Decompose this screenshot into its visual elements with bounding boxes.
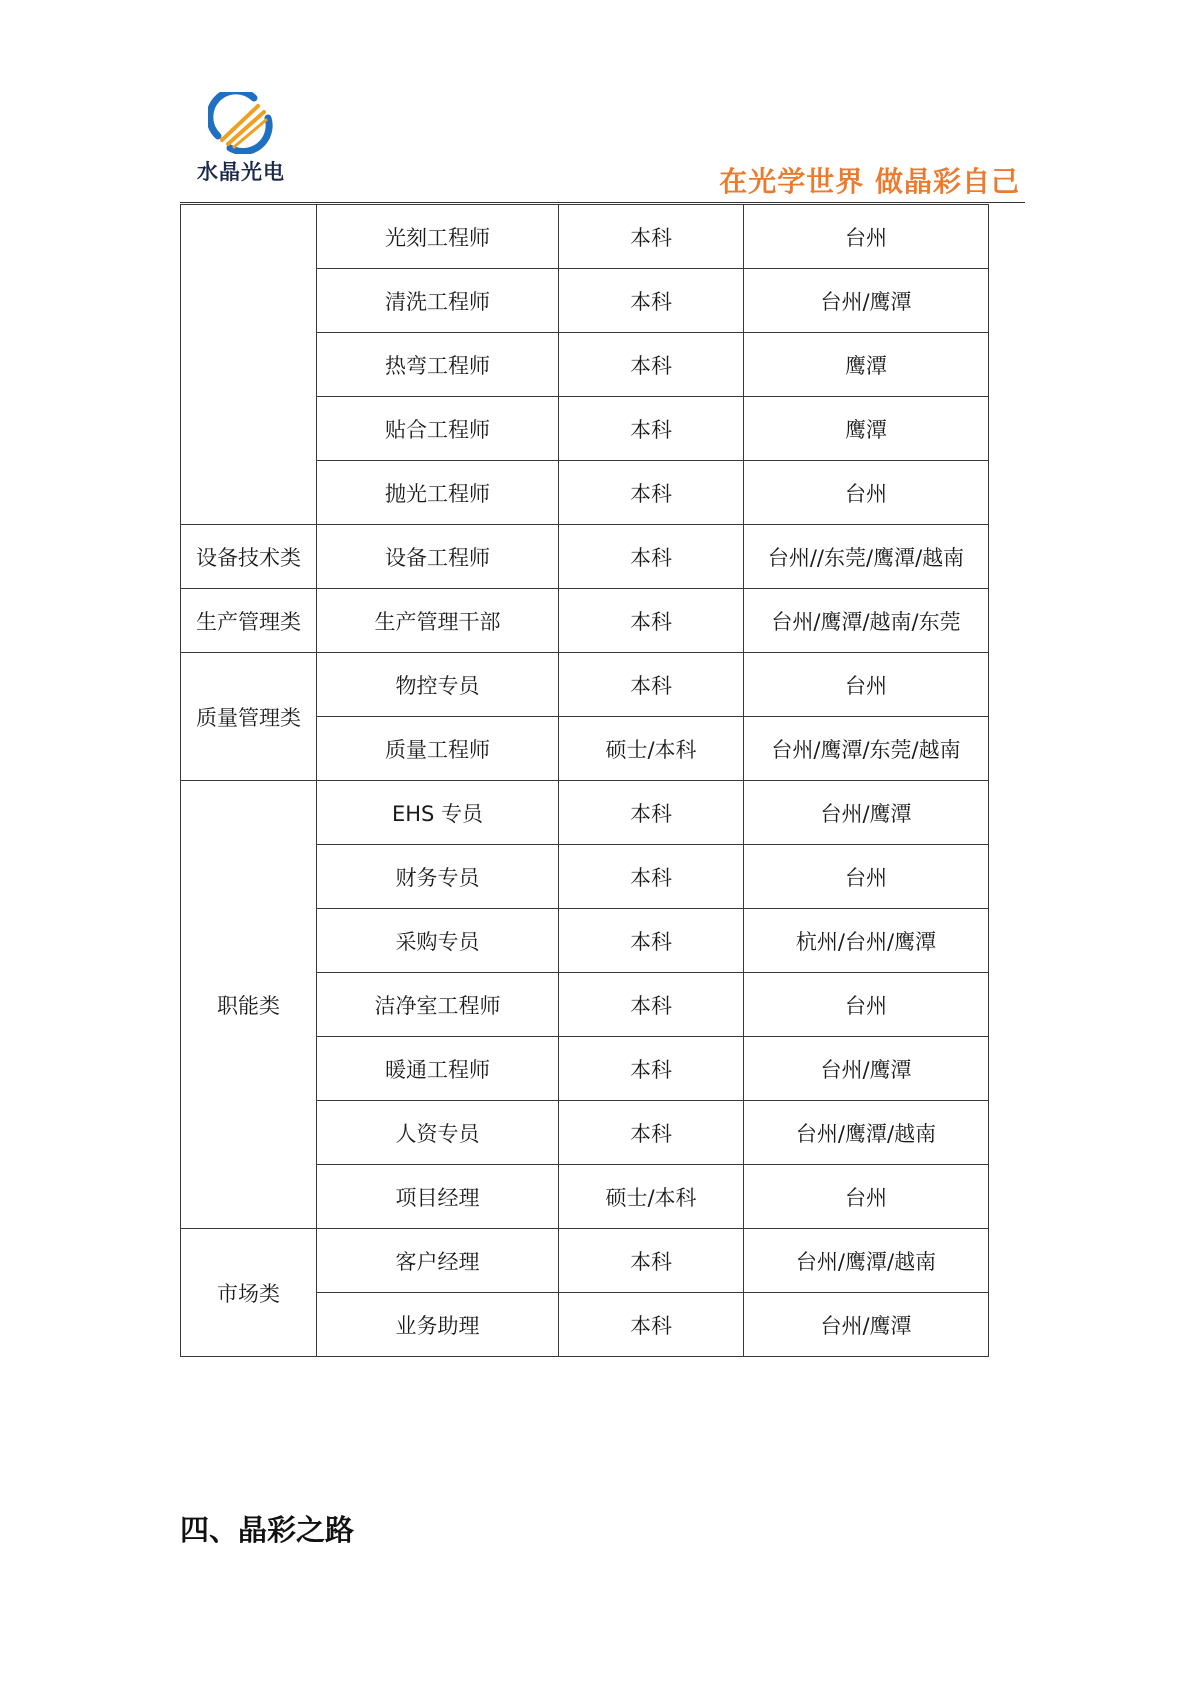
position-cell: 项目经理 [317,1165,559,1229]
position-cell: EHS 专员 [317,781,559,845]
location-cell: 台州/鹰潭/越南/东莞 [744,589,989,653]
education-cell: 本科 [559,525,744,589]
table-row [181,653,989,717]
category-cell: 生产管理类 [181,589,317,653]
location-cell: 杭州/台州/鹰潭 [744,909,989,973]
category-cell: 市场类 [181,1229,317,1357]
education-cell: 本科 [559,1229,744,1293]
education-cell: 本科 [559,781,744,845]
recruitment-table [180,204,989,1357]
table-row [181,781,989,845]
location-cell: 台州/鹰潭 [744,269,989,333]
education-cell: 硕士/本科 [559,1165,744,1229]
category-cell: 质量管理类 [181,653,317,781]
location-cell: 鹰潭 [744,397,989,461]
category-cell [181,205,317,525]
logo-emblem-icon [208,92,274,154]
education-cell: 本科 [559,461,744,525]
education-cell: 本科 [559,653,744,717]
position-cell: 财务专员 [317,845,559,909]
location-cell: 台州 [744,653,989,717]
education-cell: 本科 [559,397,744,461]
position-cell: 热弯工程师 [317,333,559,397]
location-cell: 台州/鹰潭/越南 [744,1229,989,1293]
table-row [181,205,989,269]
location-cell: 台州/鹰潭/越南 [744,1101,989,1165]
position-cell: 贴合工程师 [317,397,559,461]
position-cell: 采购专员 [317,909,559,973]
education-cell: 本科 [559,1293,744,1357]
location-cell: 台州/鹰潭/东莞/越南 [744,717,989,781]
position-cell: 光刻工程师 [317,205,559,269]
location-cell: 鹰潭 [744,333,989,397]
category-cell: 设备技术类 [181,525,317,589]
location-cell: 台州/鹰潭 [744,1037,989,1101]
location-cell: 台州 [744,973,989,1037]
location-cell: 台州//东莞/鹰潭/越南 [744,525,989,589]
table-row [181,589,989,653]
location-cell: 台州/鹰潭 [744,781,989,845]
position-cell: 业务助理 [317,1293,559,1357]
slogan: 在光学世界 做晶彩自己 [719,165,1020,198]
position-cell: 设备工程师 [317,525,559,589]
location-cell: 台州 [744,461,989,525]
location-cell: 台州 [744,205,989,269]
position-cell: 人资专员 [317,1101,559,1165]
category-cell: 职能类 [181,781,317,1229]
position-cell: 洁净室工程师 [317,973,559,1037]
position-cell: 客户经理 [317,1229,559,1293]
table-row [181,525,989,589]
logo-text: 水晶光电 [197,160,285,184]
position-cell: 抛光工程师 [317,461,559,525]
education-cell: 本科 [559,205,744,269]
education-cell: 硕士/本科 [559,717,744,781]
education-cell: 本科 [559,1101,744,1165]
table-row [181,1229,989,1293]
position-cell: 暖通工程师 [317,1037,559,1101]
position-cell: 质量工程师 [317,717,559,781]
position-cell: 生产管理干部 [317,589,559,653]
company-logo [186,92,296,187]
education-cell: 本科 [559,589,744,653]
position-cell: 清洗工程师 [317,269,559,333]
location-cell: 台州 [744,845,989,909]
education-cell: 本科 [559,333,744,397]
position-cell: 物控专员 [317,653,559,717]
education-cell: 本科 [559,1037,744,1101]
education-cell: 本科 [559,269,744,333]
location-cell: 台州 [744,1165,989,1229]
education-cell: 本科 [559,909,744,973]
header-divider [180,202,1025,203]
education-cell: 本科 [559,973,744,1037]
location-cell: 台州/鹰潭 [744,1293,989,1357]
education-cell: 本科 [559,845,744,909]
section-title: 四、晶彩之路 [180,1513,355,1547]
